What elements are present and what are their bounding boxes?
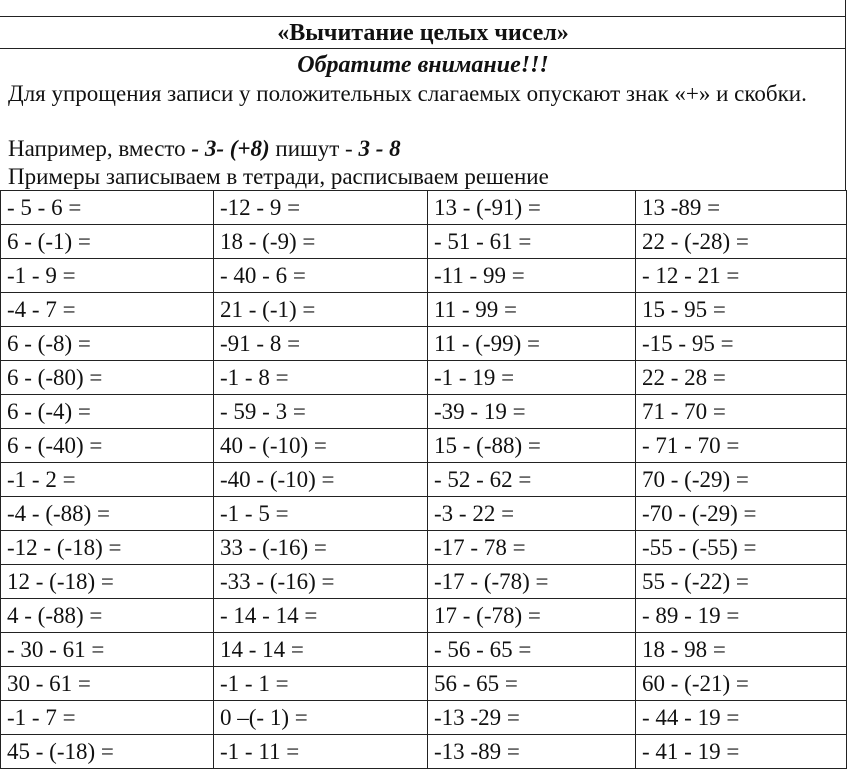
exercise-cell: -13 -89 = bbox=[428, 735, 636, 769]
exercise-cell: -12 - (-18) = bbox=[1, 531, 214, 565]
example-original: - 3- (+8) bbox=[191, 136, 270, 161]
exercise-cell: 40 - (-10) = bbox=[214, 429, 428, 463]
example-middle: пишут - bbox=[269, 136, 359, 161]
table-row bbox=[1, 429, 847, 463]
exercise-cell: 6 - (-40) = bbox=[1, 429, 214, 463]
table-row bbox=[1, 463, 847, 497]
exercise-cell: -4 - (-88) = bbox=[1, 497, 214, 531]
table-row bbox=[1, 531, 847, 565]
exercise-cell: -11 - 99 = bbox=[428, 259, 636, 293]
exercise-cell: 0 –(- 1) = bbox=[214, 701, 428, 735]
instruction-text: Примеры записываем в тетради, расписываем решение bbox=[8, 164, 549, 189]
exercise-cell: -1 - 9 = bbox=[1, 259, 214, 293]
exercise-cell: 33 - (-16) = bbox=[214, 531, 428, 565]
exercise-cell: -40 - (-10) = bbox=[214, 463, 428, 497]
table-row bbox=[1, 395, 847, 429]
exercise-cell: -12 - 9 = bbox=[214, 191, 428, 225]
exercise-cell: -91 - 8 = bbox=[214, 327, 428, 361]
exercise-cell: - 52 - 62 = bbox=[428, 463, 636, 497]
exercise-cell: -13 -29 = bbox=[428, 701, 636, 735]
exercise-cell: 15 - 95 = bbox=[636, 293, 847, 327]
exercise-cell: 22 - 28 = bbox=[636, 361, 847, 395]
exercise-cell: 21 - (-1) = bbox=[214, 293, 428, 327]
exercise-cell: -1 - 1 = bbox=[214, 667, 428, 701]
exercise-cell: -39 - 19 = bbox=[428, 395, 636, 429]
exercise-cell: -55 - (-55) = bbox=[636, 531, 847, 565]
exercise-cell: - 89 - 19 = bbox=[636, 599, 847, 633]
table-row bbox=[1, 327, 847, 361]
exercise-cell: 55 - (-22) = bbox=[636, 565, 847, 599]
exercise-cell: - 56 - 65 = bbox=[428, 633, 636, 667]
exercise-cell: -33 - (-16) = bbox=[214, 565, 428, 599]
table-row bbox=[1, 497, 847, 531]
table-row bbox=[1, 701, 847, 735]
exercise-cell: 56 - 65 = bbox=[428, 667, 636, 701]
table-row bbox=[1, 225, 847, 259]
exercise-cell: 13 -89 = bbox=[636, 191, 847, 225]
exercise-cell: 11 - (-99) = bbox=[428, 327, 636, 361]
exercise-cell: - 59 - 3 = bbox=[214, 395, 428, 429]
exercise-cell: 30 - 61 = bbox=[1, 667, 214, 701]
table-row bbox=[1, 191, 847, 225]
exercise-cell: -70 - (-29) = bbox=[636, 497, 847, 531]
exercise-cell: - 51 - 61 = bbox=[428, 225, 636, 259]
table-row bbox=[1, 259, 847, 293]
exercise-cell: 6 - (-1) = bbox=[1, 225, 214, 259]
exercise-cell: 70 - (-29) = bbox=[636, 463, 847, 497]
exercise-cell: 11 - 99 = bbox=[428, 293, 636, 327]
table-row bbox=[1, 293, 847, 327]
exercise-cell: -1 - 2 = bbox=[1, 463, 214, 497]
exercise-cell: - 41 - 19 = bbox=[636, 735, 847, 769]
top-rule bbox=[0, 16, 846, 17]
exercise-cell: 6 - (-8) = bbox=[1, 327, 214, 361]
exercise-cell: - 14 - 14 = bbox=[214, 599, 428, 633]
exercise-cell: - 40 - 6 = bbox=[214, 259, 428, 293]
example-line bbox=[8, 135, 401, 162]
table-row bbox=[1, 667, 847, 701]
exercise-cell: 71 - 70 = bbox=[636, 395, 847, 429]
exercise-cell: 6 - (-4) = bbox=[1, 395, 214, 429]
table-row bbox=[1, 735, 847, 769]
exercise-table bbox=[0, 190, 847, 769]
intro-text: Для упрощения записи у положительных слагаемых опускают знак «+» и скобки. bbox=[8, 81, 807, 106]
exercise-cell: - 12 - 21 = bbox=[636, 259, 847, 293]
exercise-cell: -17 - 78 = bbox=[428, 531, 636, 565]
exercise-cell: -3 - 22 = bbox=[428, 497, 636, 531]
exercise-cell: -1 - 7 = bbox=[1, 701, 214, 735]
exercise-cell: -4 - 7 = bbox=[1, 293, 214, 327]
exercise-cell: 15 - (-88) = bbox=[428, 429, 636, 463]
title-divider bbox=[0, 48, 846, 49]
exercise-cell: 60 - (-21) = bbox=[636, 667, 847, 701]
exercise-cell: 14 - 14 = bbox=[214, 633, 428, 667]
exercise-cell: 45 - (-18) = bbox=[1, 735, 214, 769]
worksheet-title: «Вычитание целых чисел» bbox=[277, 20, 569, 46]
exercise-cell: 17 - (-78) = bbox=[428, 599, 636, 633]
exercise-cell: 6 - (-80) = bbox=[1, 361, 214, 395]
exercise-cell: 22 - (-28) = bbox=[636, 225, 847, 259]
exercise-cell: 13 - (-91) = bbox=[428, 191, 636, 225]
table-row bbox=[1, 565, 847, 599]
exercise-cell: -1 - 5 = bbox=[214, 497, 428, 531]
example-prefix: Например, вместо bbox=[8, 136, 192, 161]
exercise-cell: 18 - (-9) = bbox=[214, 225, 428, 259]
table-row bbox=[1, 633, 847, 667]
exercise-cell: - 30 - 61 = bbox=[1, 633, 214, 667]
exercise-cell: 18 - 98 = bbox=[636, 633, 847, 667]
exercise-cell: -17 - (-78) = bbox=[428, 565, 636, 599]
attention-note: Обратите внимание!!! bbox=[297, 52, 549, 78]
exercise-cell: - 44 - 19 = bbox=[636, 701, 847, 735]
table-row bbox=[1, 599, 847, 633]
exercise-cell: 12 - (-18) = bbox=[1, 565, 214, 599]
exercise-cell: - 71 - 70 = bbox=[636, 429, 847, 463]
exercise-cell: -1 - 19 = bbox=[428, 361, 636, 395]
exercise-cell: -15 - 95 = bbox=[636, 327, 847, 361]
example-simplified: 3 - 8 bbox=[358, 136, 401, 161]
exercise-cell: - 5 - 6 = bbox=[1, 191, 214, 225]
exercise-cell: 4 - (-88) = bbox=[1, 599, 214, 633]
exercise-cell: -1 - 11 = bbox=[214, 735, 428, 769]
table-row bbox=[1, 361, 847, 395]
exercise-cell: -1 - 8 = bbox=[214, 361, 428, 395]
